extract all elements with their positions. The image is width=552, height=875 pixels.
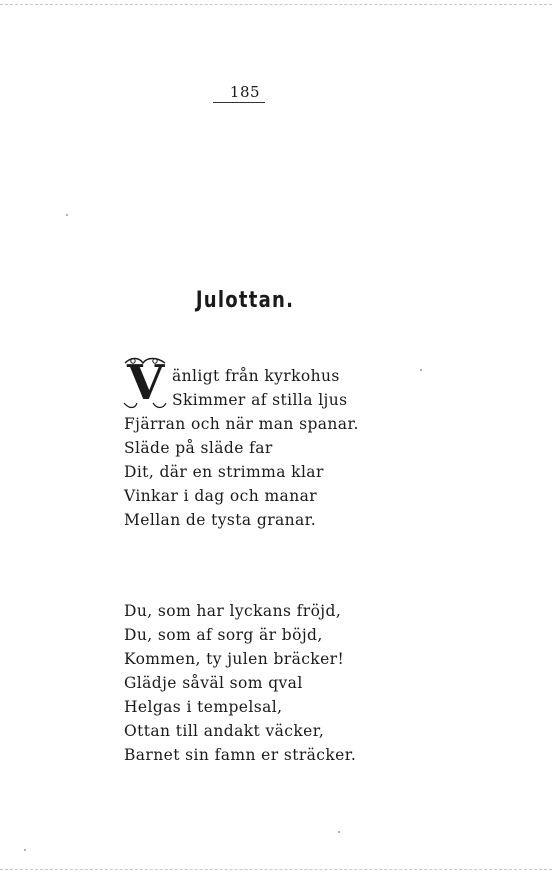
verse-line: Du, som har lyckans fröjd,: [124, 602, 342, 620]
verse-line: Fjärran och när man spanar.: [124, 415, 359, 433]
page-number-rule: [213, 102, 265, 103]
paper-speck: [338, 831, 340, 833]
poem-title: Julottan.: [195, 288, 295, 313]
verse-line: änligt från kyrkohus: [172, 367, 340, 385]
verse-line: Kommen, ty julen bräcker!: [124, 650, 345, 668]
paper-speck: [66, 214, 68, 216]
verse-line: Barnet sin famn er sträcker.: [124, 746, 357, 764]
verse-line: Dit, där en strimma klar: [124, 463, 324, 481]
verse-line: Skimmer af stilla ljus: [172, 391, 348, 409]
stanza-2: [124, 599, 356, 767]
verse-line: Mellan de tysta granar.: [124, 511, 317, 529]
paper-speck: [24, 849, 26, 851]
verse-line: Vinkar i dag och manar: [124, 487, 318, 505]
drop-cap-letter: V: [127, 355, 165, 411]
verse-line: Ottan till andakt väcker,: [124, 722, 325, 740]
scan-edge-bottom: [0, 869, 552, 870]
scan-edge-top: [0, 4, 552, 5]
verse-line: Du, som af sorg är böjd,: [124, 626, 323, 644]
verse-line: Helgas i tempelsal,: [124, 698, 283, 716]
verse-line: Glädje såväl som qval: [124, 674, 303, 692]
stanza-1: [124, 364, 359, 532]
verse-line: Släde på släde far: [124, 439, 273, 457]
page-number: 185: [229, 83, 261, 101]
paper-speck: [420, 369, 422, 371]
